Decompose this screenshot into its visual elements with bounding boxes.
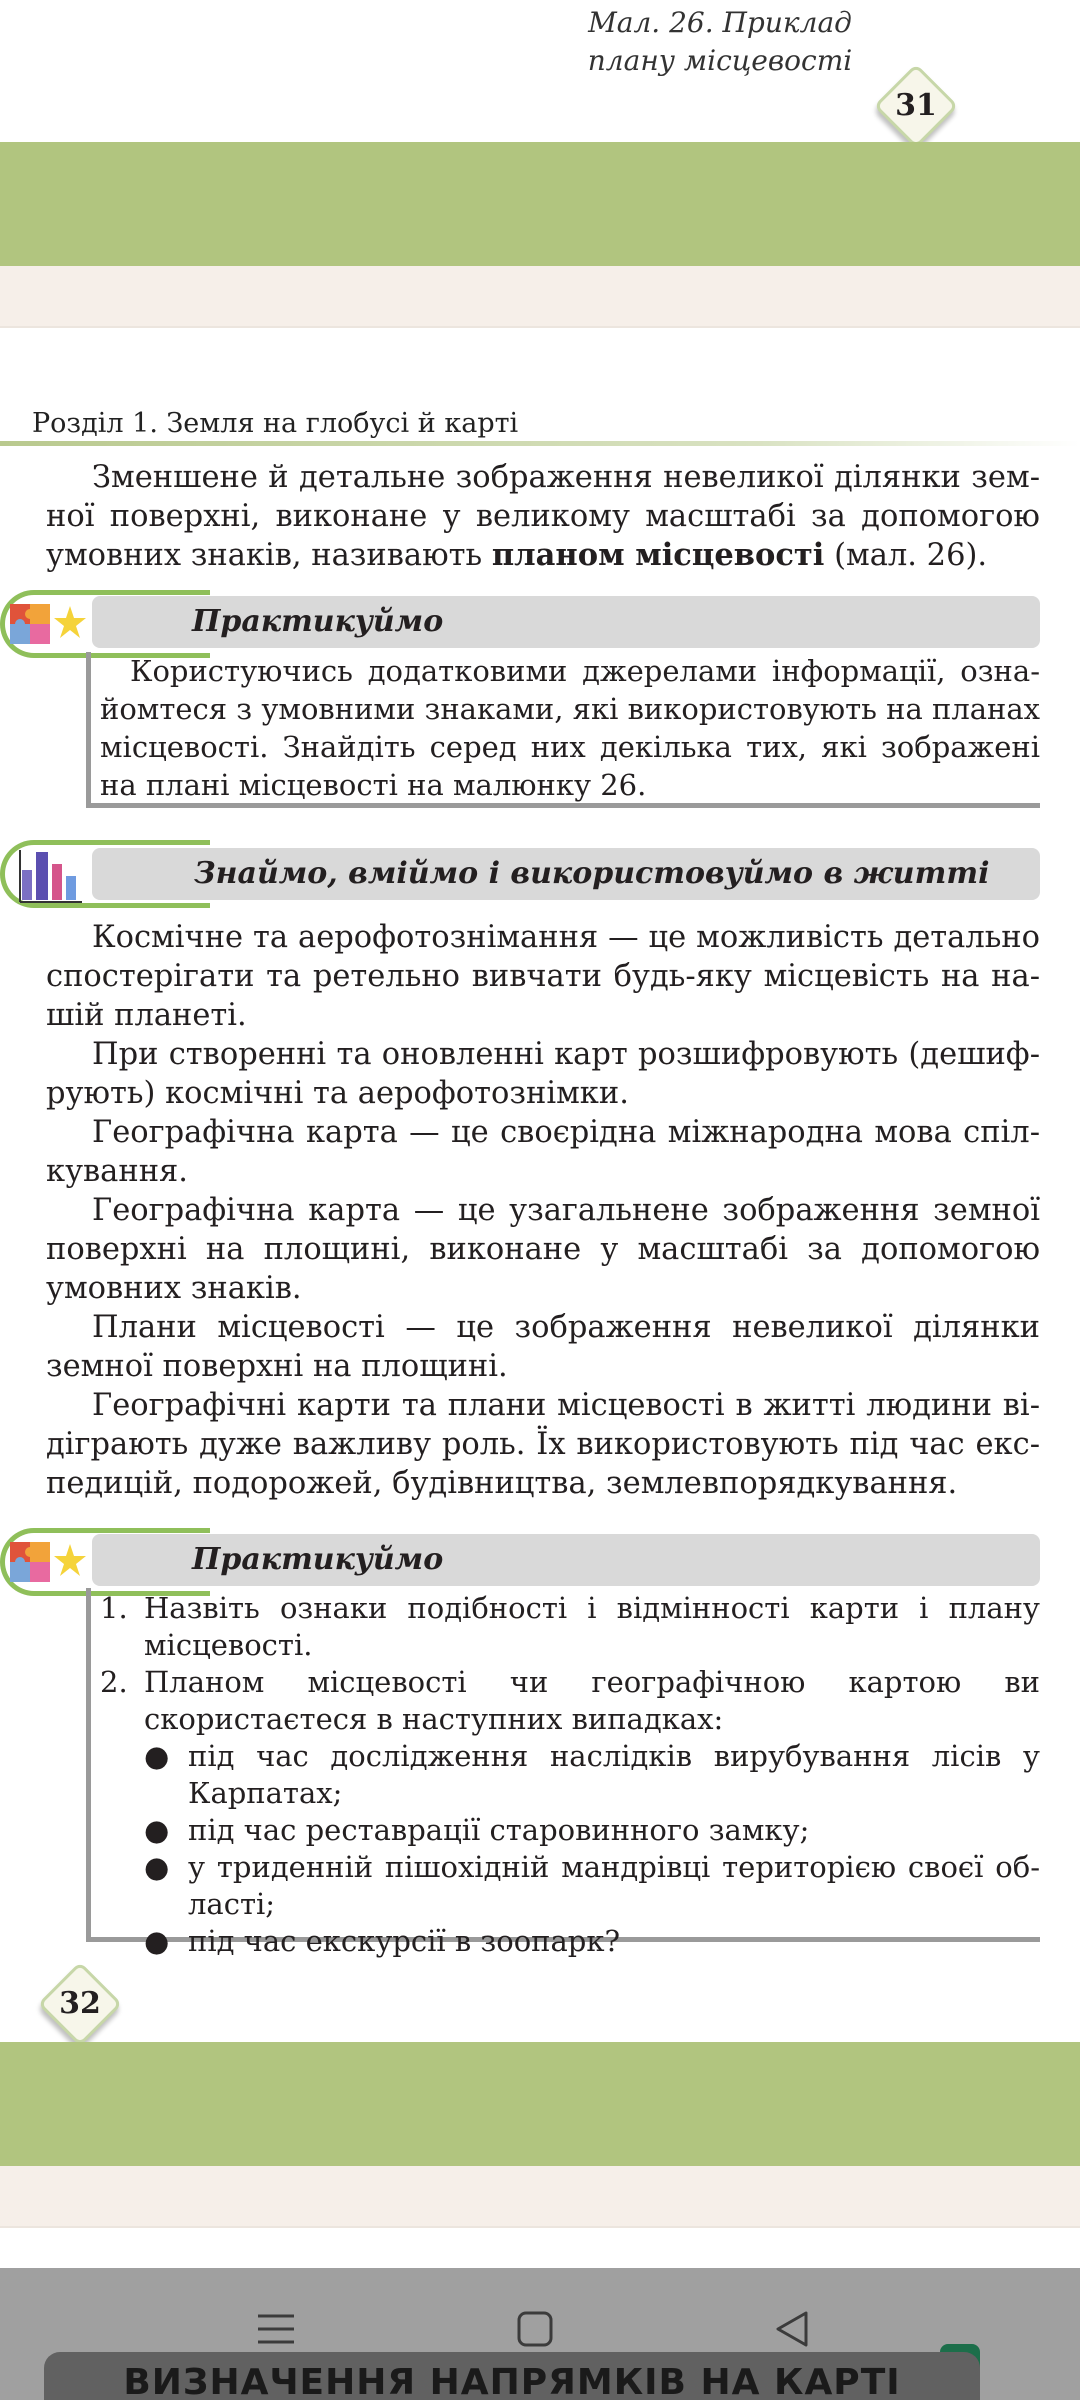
know-paragraph-text: Географічна карта — це узагальнене зображення земної поверхні на площині, виконане у масштабі за допомогою умовних знаків. [46, 1193, 1040, 1306]
page-gap [0, 266, 1080, 328]
know-paragraph-text: Географічні карти та плани місцевості в житті людини відіграють дуже важливу роль. Їх використовують під час експедицій, подорожей, будівництва, землевпорядкування. [46, 1388, 1040, 1501]
know-paragraph-text: При створенні та оновленні карт розшифровують (дешифрують) космічні та аерофотознімки. [46, 1037, 1040, 1111]
caption-line-2: плану місцевості [587, 44, 853, 77]
know-body [46, 918, 1040, 1503]
back-button[interactable] [774, 2310, 810, 2348]
know-paragraph [46, 1035, 1040, 1113]
intro-paragraph [46, 458, 1040, 575]
practice-text-body: Користуючись додатковими джерелами інформації, ознайомтеся з умовними знаками, які використовують на планах місцевості. Знайдіть серед них декілька тих, які зображені на плані місцевості на малюнку 26. [100, 654, 1041, 802]
know-paragraph [46, 1113, 1040, 1191]
know-title: Знаймо, вміймо і використовуймо в житті [194, 856, 990, 891]
know-paragraph [46, 918, 1040, 1035]
know-paragraph [46, 1386, 1040, 1503]
chart-icon [16, 846, 86, 906]
bullet-dot: ● [144, 1813, 170, 1847]
bullet-text: під час реставрації старовинного замку; [188, 1813, 810, 1847]
bullet-item [100, 1849, 1040, 1923]
know-paragraph-text: Географічна карта — це своєрідна міжнародна мова спілкування. [46, 1115, 1040, 1189]
section-rule [0, 441, 1080, 446]
bullet-item [100, 1812, 1040, 1849]
list-item-text: Назвіть ознаки подібності і відмінності карти і плану місцевості. [144, 1591, 1040, 1662]
page-number-badge [874, 64, 958, 148]
back-icon [774, 2310, 810, 2348]
practice2-title: Практикуймо [192, 1542, 444, 1577]
bullet-text: під час дослідження наслідків вирубування лісів у Карпатах; [188, 1739, 1040, 1810]
know-paragraph [46, 1191, 1040, 1308]
puzzle-icon [4, 598, 90, 654]
next-page-heading: ВИЗНАЧЕННЯ НАПРЯМКІВ НА КАРТІ [123, 2362, 901, 2400]
recent-apps-button[interactable] [256, 2312, 296, 2346]
list-item-number: 1. [100, 1591, 128, 1625]
intro-text-end: (мал. 26). [824, 538, 988, 573]
know-paragraph-text: Космічне та аерофотознімання — це можливість детально спостерігати та ретельно вивчати будь-яку місцевість на нашій планеті. [46, 920, 1040, 1033]
bullet-text: під час екскурсії в зоопарк? [188, 1924, 621, 1958]
bullet-item [100, 1738, 1040, 1812]
bullet-dot: ● [144, 1739, 170, 1773]
puzzle-icon [4, 1536, 90, 1592]
bullet-dot: ● [144, 1850, 170, 1884]
menu-icon [256, 2312, 296, 2346]
list-item-text: Планом місцевості чи географічною картою ви скористаєтеся в наступних випадках: [144, 1665, 1040, 1736]
know-paragraph [46, 1308, 1040, 1386]
section-header: Розділ 1. Земля на глобусі й карті [32, 408, 519, 439]
know-paragraph-text: Плани місцевості — це зображення невеликої ділянки земної поверхні на площині. [46, 1310, 1040, 1384]
figure-caption [560, 4, 880, 80]
practice-title: Практикуймо [192, 604, 444, 639]
practice2-list [100, 1590, 1040, 1960]
page-number: 31 [895, 88, 937, 123]
bullet-text: у триденній пішохідній мандрівці територією своєї області; [188, 1850, 1040, 1921]
intro-text: Зменшене й детальне зображення невеликої ділянки земної поверхні, виконане у великому масштабі за допомогою умовних знаків, називають [46, 460, 1040, 573]
list-item-number: 2. [100, 1665, 128, 1699]
list-item [100, 1590, 1040, 1664]
practice-text [100, 652, 1040, 804]
intro-term: планом місцевості [491, 537, 825, 573]
page-number-badge [38, 1962, 122, 2046]
home-icon [516, 2310, 554, 2348]
home-button[interactable] [516, 2310, 554, 2348]
bullet-item [100, 1923, 1040, 1960]
list-item [100, 1664, 1040, 1738]
page-footer-band [0, 142, 1080, 266]
page-number: 32 [59, 1986, 101, 2021]
bullet-dot: ● [144, 1924, 170, 1958]
caption-line-1: Мал. 26. Приклад [588, 6, 852, 39]
page-gap [0, 2166, 1080, 2228]
page-footer-band [0, 2042, 1080, 2166]
